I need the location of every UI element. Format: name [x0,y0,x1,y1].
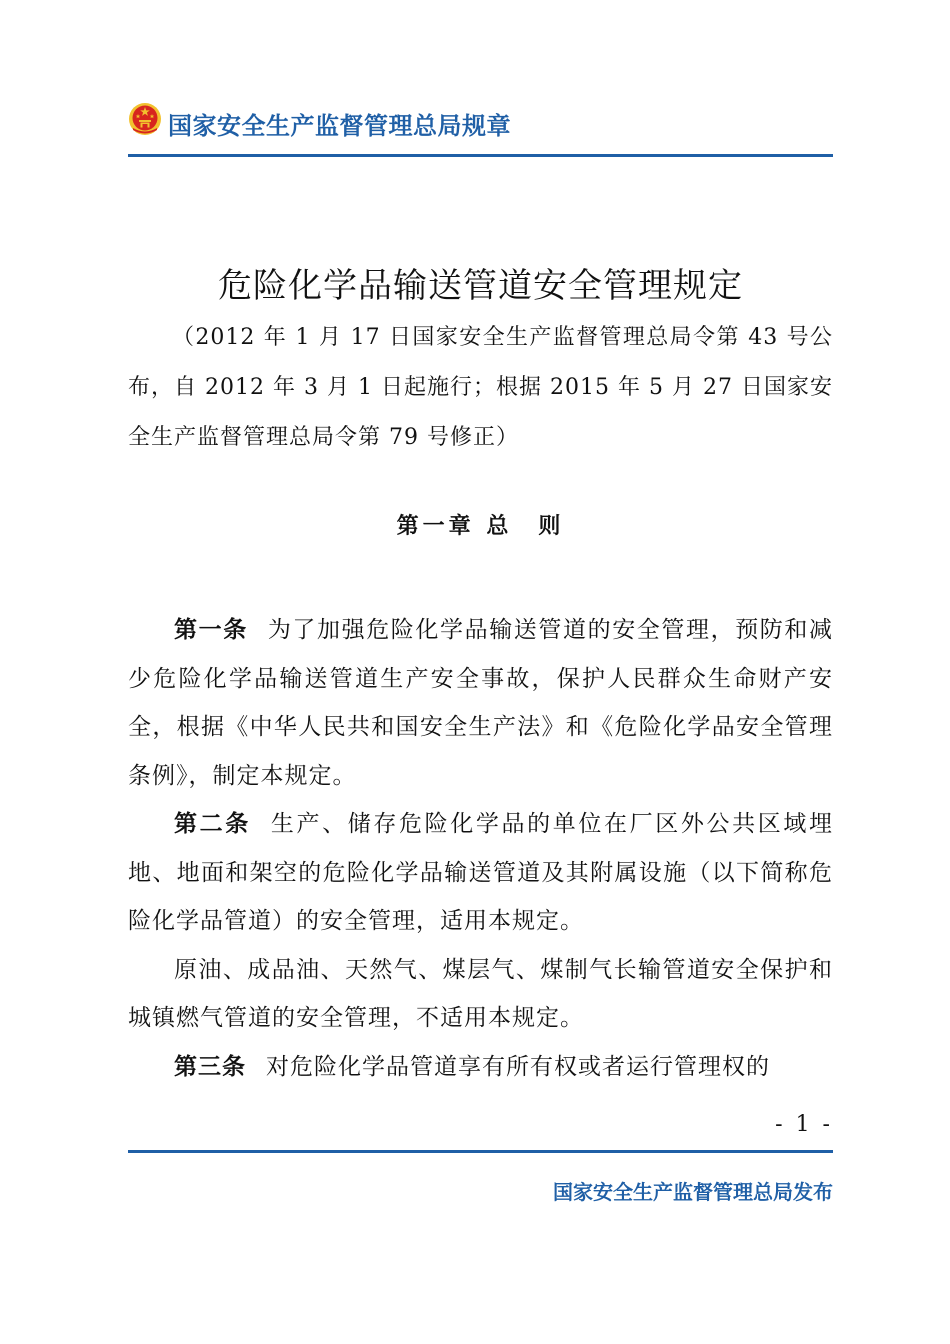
article-label: 第二条 [174,811,251,837]
header-title: 国家安全生产监督管理总局规章 [168,112,511,140]
header-divider [128,154,833,157]
page-number: - 1 - [775,1112,833,1137]
paragraph-text: 生产、储存危险化学品的单位在厂区外公共区域埋地、地面和架空的危险化学品输送管道及其附属设施（以下简称危险化学品管道）的安全管理，适用本规定。 [128,811,833,934]
document-title: 危险化学品输送管道安全管理规定 [218,266,743,306]
paragraph-text: 对危险化学品管道享有所有权或者运行管理权的 [266,1053,770,1080]
footer-divider [128,1150,833,1153]
chapter-heading: 第一章 总 则 [396,514,565,539]
national-emblem-icon [128,102,162,136]
footer-publisher: 国家安全生产监督管理总局发布 [553,1180,833,1204]
document-body [128,606,833,1091]
article-label: 第三条 [174,1053,246,1080]
paragraph-text: 原油、成品油、天然气、煤层气、煤制气长输管道安全保护和城镇燃气管道的安全管理，不适用本规定。 [128,956,833,1031]
paragraph [128,800,833,946]
page-header [128,98,833,158]
paragraph-text: 为了加强危险化学品输送管道的安全管理，预防和减少危险化学品输送管道生产安全事故，保护人民群众生命财产安全，根据《中华人民共和国安全生产法》和《危险化学品安全管理条例》，制定本规定。 [128,617,834,789]
article-label: 第一条 [174,617,248,643]
paragraph [128,946,833,1043]
paragraph [128,606,833,800]
document-subtitle: （2012 年 1 月 17 日国家安全生产监督管理总局令第 43 号公布，自 2012 年 3 月 1 日起施行；根据 2015 年 5 月 27 日国家安全生产监督管理总局令第 79 号修正） [128,325,833,450]
paragraph [128,1043,833,1092]
